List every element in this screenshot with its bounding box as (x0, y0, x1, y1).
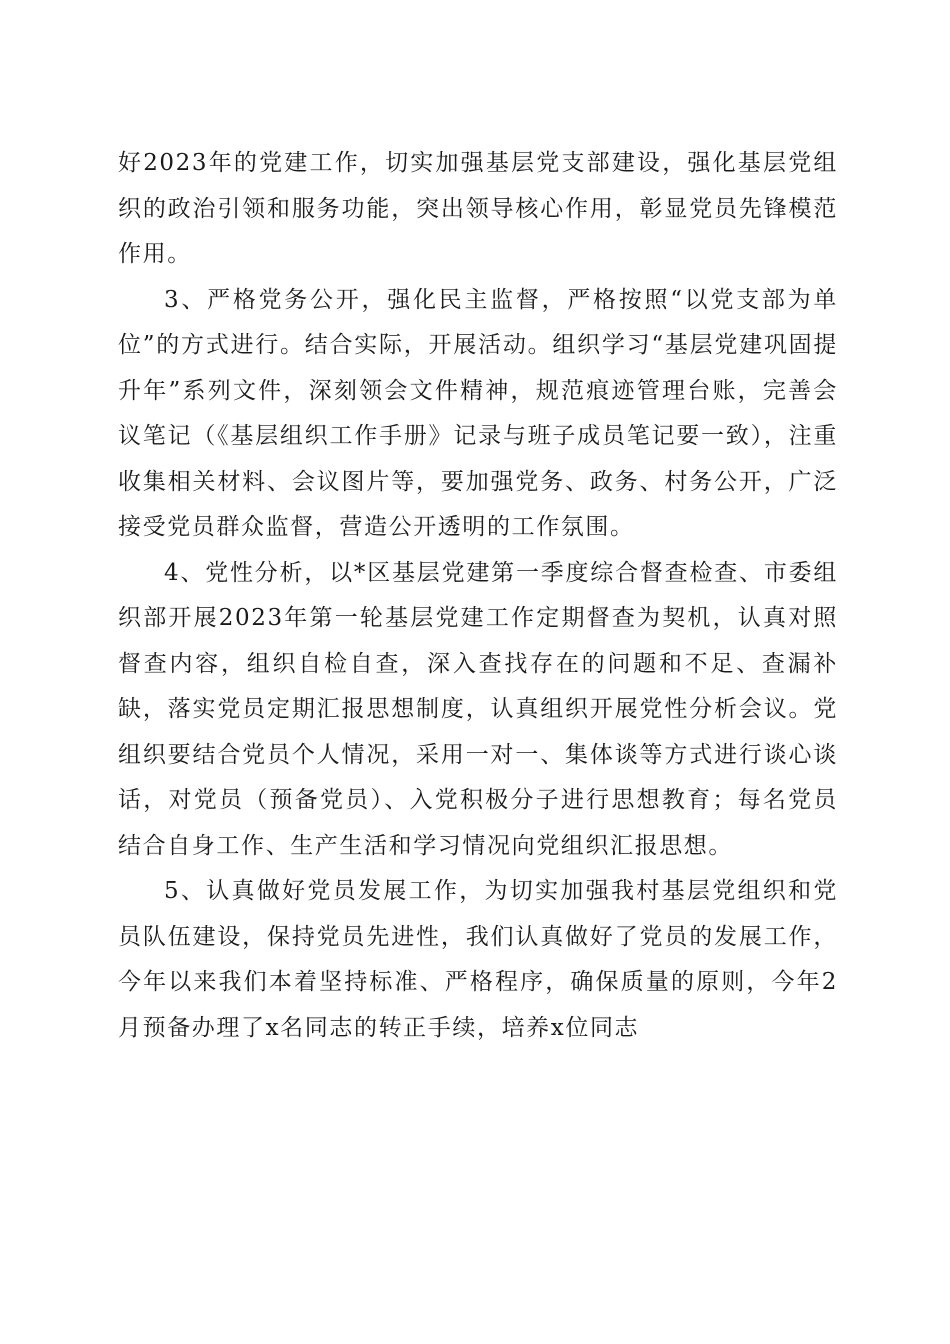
paragraph-item-4: 4、党性分析，以*区基层党建第一季度综合督查检查、市委组织部开展2023年第一轮基层党建工作定期督查为契机，认真对照督查内容，组织自检自查，深入查找存在的问题和不足、查漏补缺，落实党员定期汇报思想制度，认真组织开展党性分析会议。党组织要结合党员个人情况，采用一对一、集体谈等方式进行谈心谈话，对党员（预备党员）、入党积极分子进行思想教育；每名党员结合自身工作、生产生活和学习情况向党组织汇报思想。 (118, 559, 838, 859)
paragraph-continuation: 好2023年的党建工作，切实加强基层党支部建设，强化基层党组织的政治引领和服务功能，突出领导核心作用，彰显党员先锋模范作用。 (118, 150, 838, 267)
paragraph-item-3: 3、严格党务公开，强化民主监督，严格按照“以党支部为单位”的方式进行。结合实际，开展活动。组织学习“基层党建巩固提升年”系列文件，深刻领会文件精神，规范痕迹管理台账，完善会议笔记（《基层组织工作手册》记录与班子成员笔记要一致），注重收集相关材料、会议图片等，要加强党务、政务、村务公开，广泛接受党员群众监督，营造公开透明的工作氛围。 (118, 286, 838, 540)
document-body (118, 141, 838, 1051)
paragraph-item-5: 5、认真做好党员发展工作，为切实加强我村基层党组织和党员队伍建设，保持党员先进性，我们认真做好了党员的发展工作，今年以来我们本着坚持标准、严格程序，确保质量的原则，今年2月预备办理了x名同志的转正手续，培养x位同志 (118, 878, 838, 1041)
